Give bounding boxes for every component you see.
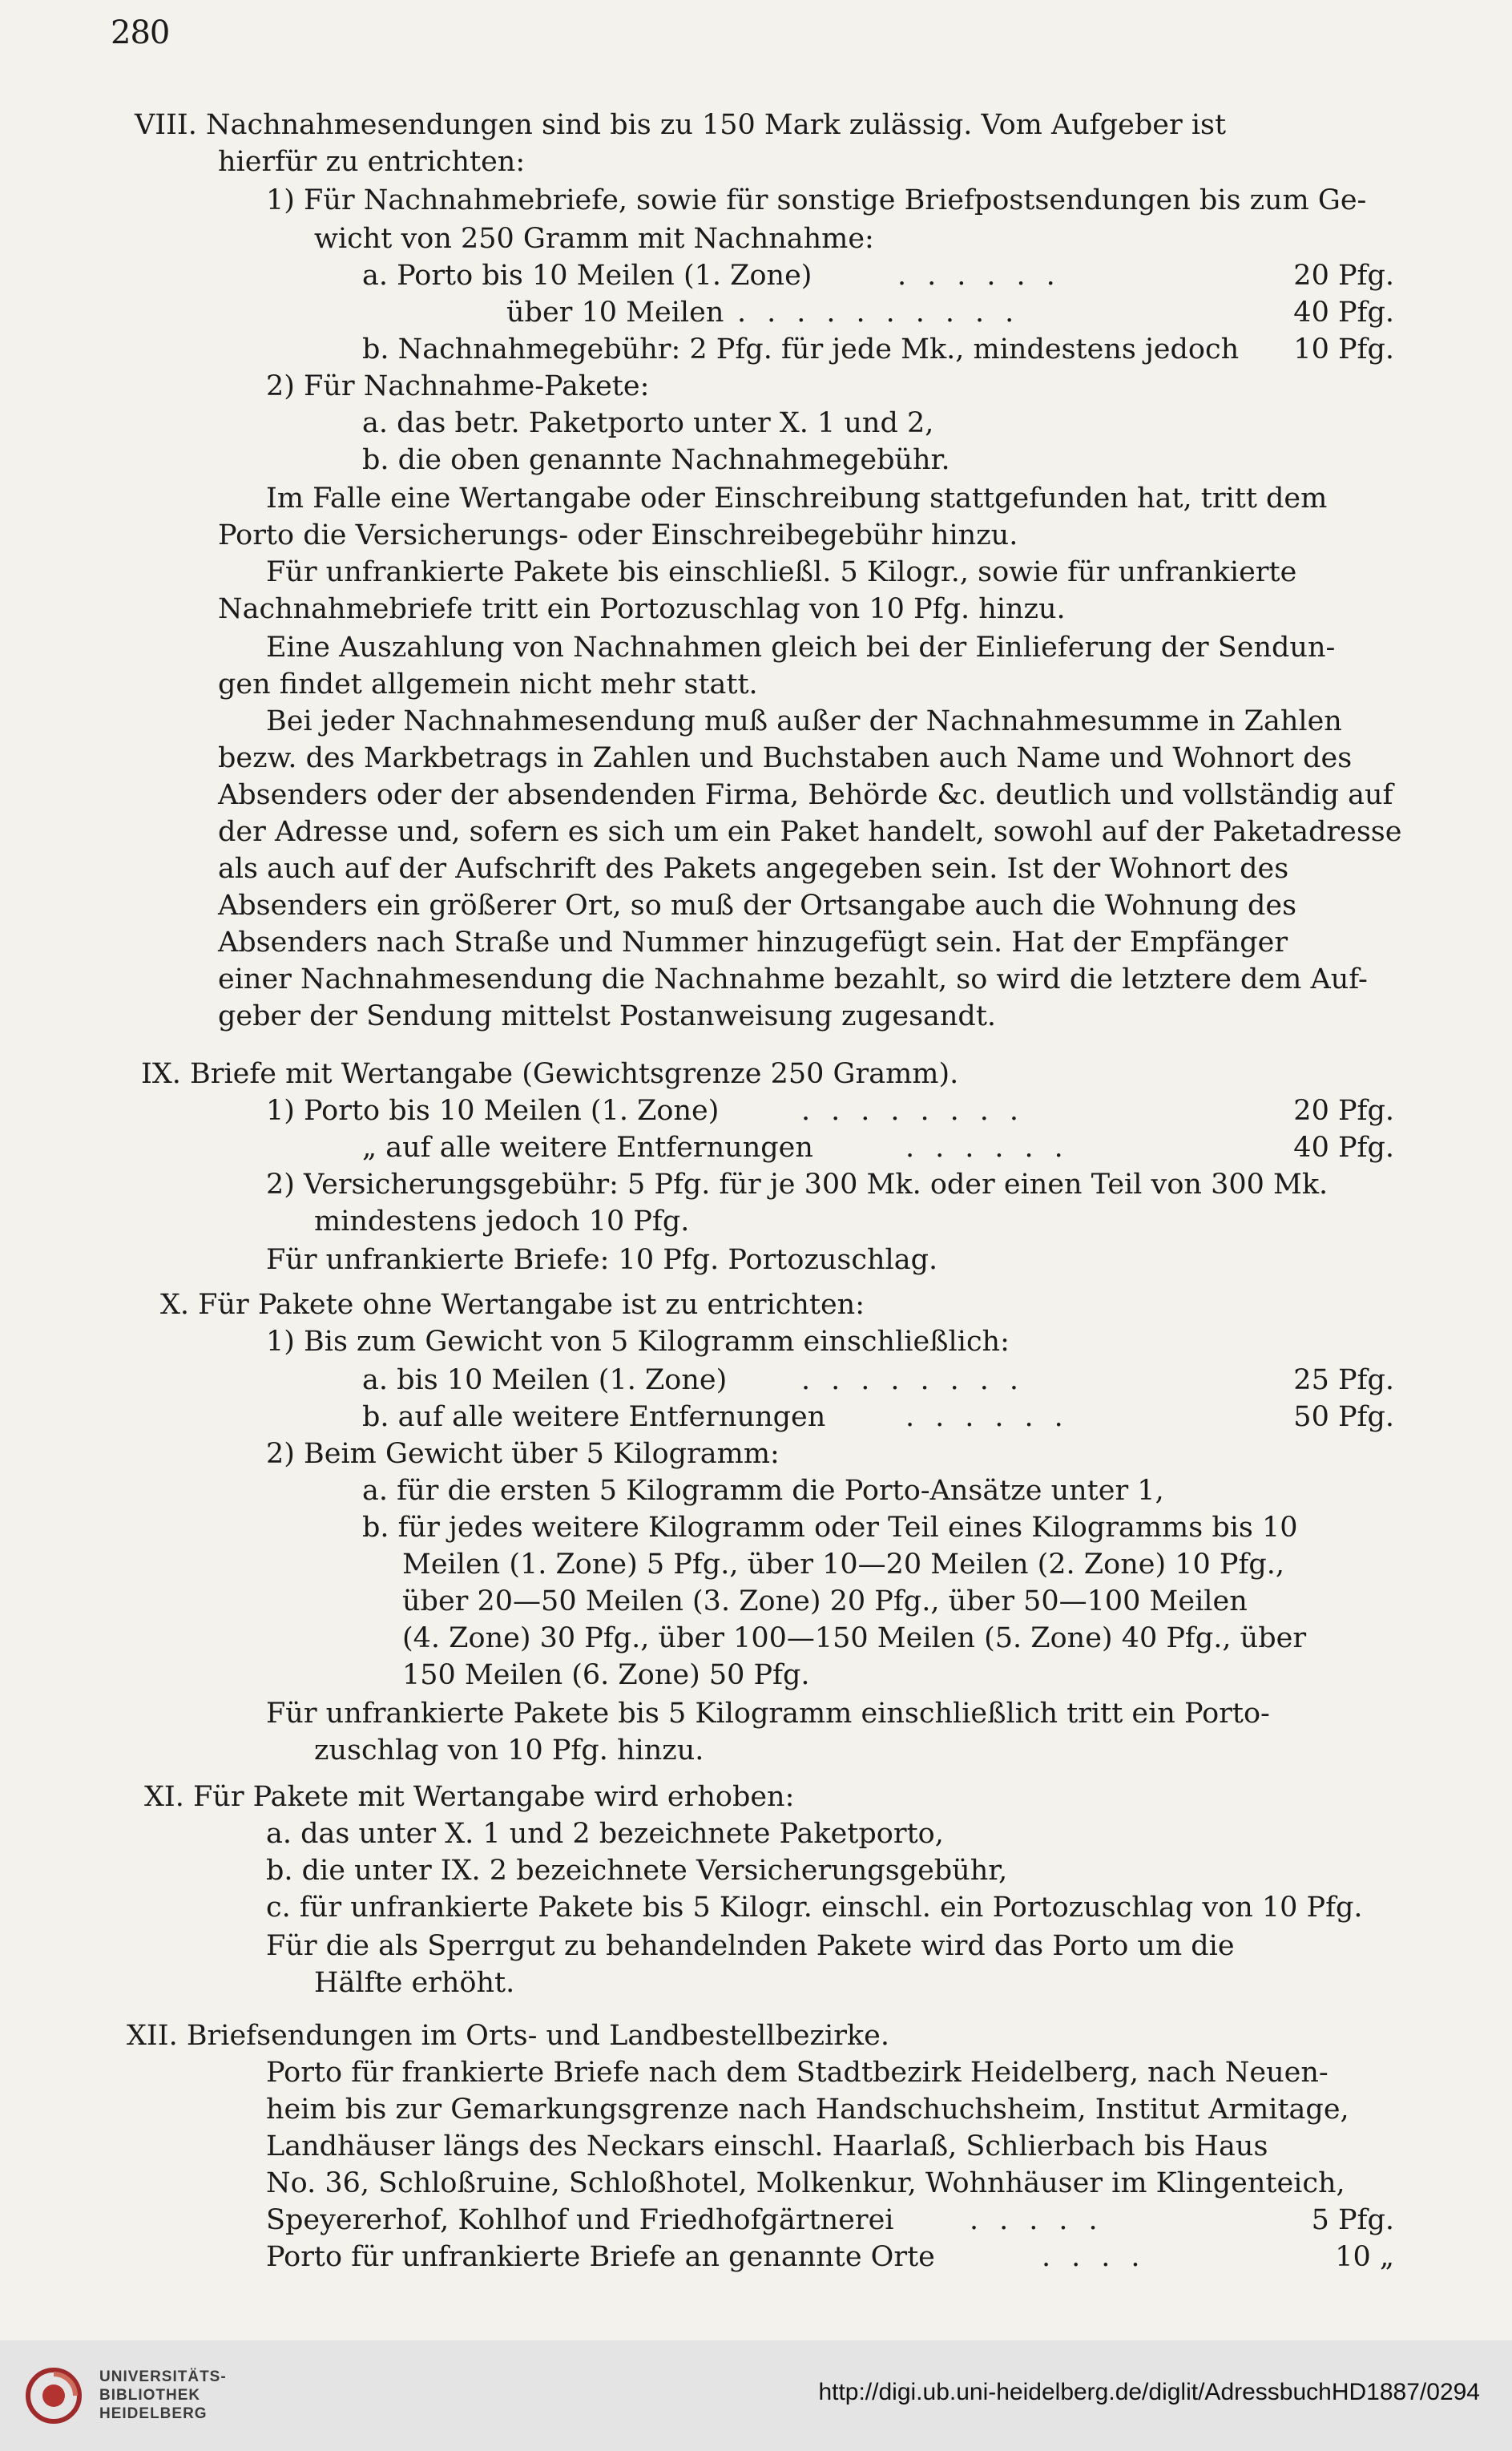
text-line: b. Nachnahmegebühr: 2 Pfg. für jede Mk., mindestens jedoch <box>362 333 1240 365</box>
text-line: 150 Meilen (6. Zone) 50 Pfg. <box>402 1659 810 1691</box>
section-xi-heading: XI. Für Pakete mit Wertangabe wird erhoben: <box>144 1781 795 1813</box>
library-name <box>99 2368 227 2423</box>
text-line: 1) Für Nachnahmebriefe, sowie für sonstige Briefpostsendungen bis zum Ge- <box>266 184 1367 216</box>
text-line: c. für unfrankierte Pakete bis 5 Kilogr. einschl. ein Portozuschlag von 10 Pfg. <box>266 1892 1363 1924</box>
text-line: Porto für frankierte Briefe nach dem Stadtbezirk Heidelberg, nach Neuen- <box>266 2057 1329 2089</box>
leader-dots: ........ <box>801 1364 1040 1396</box>
text-line: Für unfrankierte Pakete bis einschließl. 5 Kilogr., sowie für unfrankierte <box>266 556 1297 588</box>
text-line: mindestens jedoch 10 Pfg. <box>314 1205 690 1238</box>
section-xii-heading: XII. Briefsendungen im Orts- und Landbestellbezirke. <box>127 2020 889 2052</box>
library-name-line: HEIDELBERG <box>99 2405 208 2422</box>
library-name-line: BIBLIOTHEK <box>99 2387 201 2404</box>
text-line: 1) Bis zum Gewicht von 5 Kilogramm einschließlich: <box>266 1326 1010 1358</box>
text-line: Nachnahmebriefe tritt ein Portozuschlag von 10 Pfg. hinzu. <box>218 593 1066 625</box>
text-line: hierfür zu entrichten: <box>218 146 526 178</box>
text-line: bezw. des Markbetrags in Zahlen und Buchstaben auch Name und Wohnort des <box>218 742 1353 774</box>
text-line: Eine Auszahlung von Nachnahmen gleich bei der Einlieferung der Sendun- <box>266 632 1336 664</box>
leader-dots: ...... <box>897 260 1076 292</box>
text-line: Porto die Versicherungs- oder Einschreibegebühr hinzu. <box>218 519 1018 551</box>
text-line: No. 36, Schloßruine, Schloßhotel, Molkenkur, Wohnhäuser im Klingenteich, <box>266 2167 1345 2199</box>
source-url-link[interactable]: http://digi.ub.uni-heidelberg.de/diglit/AdressbuchHD1887/0294 <box>818 2379 1480 2405</box>
text-line: a. bis 10 Meilen (1. Zone) <box>362 1364 728 1396</box>
text-line: über 20—50 Meilen (3. Zone) 20 Pfg., über 50—100 Meilen <box>402 1585 1248 1617</box>
text-line: über 10 Meilen <box>506 297 724 329</box>
text-line: Für unfrankierte Briefe: 10 Pfg. Portozuschlag. <box>266 1244 938 1276</box>
leader-dots: ...... <box>905 1132 1084 1164</box>
text-line: 2) Für Nachnahme-Pakete: <box>266 370 650 402</box>
text-line: Landhäuser längs des Neckars einschl. Haarlaß, Schlierbach bis Haus <box>266 2130 1268 2162</box>
text-line: Für die als Sperrgut zu behandelnden Pakete wird das Porto um die <box>266 1930 1235 1962</box>
price-value: 50 Pfg. <box>1293 1401 1394 1433</box>
text-line: wicht von 250 Gramm mit Nachnahme: <box>314 223 874 255</box>
text-line: Absenders ein größerer Ort, so muß der Ortsangabe auch die Wohnung des <box>218 890 1297 922</box>
text-line: Hälfte erhöht. <box>314 1967 515 1999</box>
text-line: gen findet allgemein nicht mehr statt. <box>218 668 758 701</box>
text-line: b. die oben genannte Nachnahmegebühr. <box>362 444 950 476</box>
text-line: a. Porto bis 10 Meilen (1. Zone) <box>362 260 812 292</box>
page-number: 280 <box>111 14 170 51</box>
text-line: b. für jedes weitere Kilogramm oder Teil eines Kilogramms bis 10 <box>362 1512 1298 1544</box>
library-name-line: UNIVERSITÄTS- <box>99 2368 227 2385</box>
text-line: b. auf alle weitere Entfernungen <box>362 1401 826 1433</box>
text-line: zuschlag von 10 Pfg. hinzu. <box>314 1734 704 1767</box>
price-value: 20 Pfg. <box>1293 260 1394 292</box>
text-line: Absenders nach Straße und Nummer hinzugefügt sein. Hat der Empfänger <box>218 927 1288 959</box>
text-line: Im Falle eine Wertangabe oder Einschreibung stattgefunden hat, tritt dem <box>266 483 1328 515</box>
section-viii-heading: VIII. Nachnahmesendungen sind bis zu 150 Mark zulässig. Vom Aufgeber ist <box>135 109 1227 141</box>
text-line: geber der Sendung mittelst Postanweisung zugesandt. <box>218 1000 997 1032</box>
text-line: Bei jeder Nachnahmesendung muß außer der Nachnahmesumme in Zahlen <box>266 705 1342 737</box>
text-line: als auch auf der Aufschrift des Pakets angegeben sein. Ist der Wohnort des <box>218 853 1289 885</box>
leader-dots: ..... <box>970 2204 1119 2236</box>
text-line: 2) Beim Gewicht über 5 Kilogramm: <box>266 1438 780 1470</box>
price-value: 40 Pfg. <box>1293 1132 1394 1164</box>
text-line: 2) Versicherungsgebühr: 5 Pfg. für je 300 Mk. oder einen Teil von 300 Mk. <box>266 1169 1329 1201</box>
section-ix-heading: IX. Briefe mit Wertangabe (Gewichtsgrenze 250 Gramm). <box>141 1058 959 1090</box>
text-line: einer Nachnahmesendung die Nachnahme bezahlt, so wird die letztere dem Auf- <box>218 963 1368 995</box>
text-line: Meilen (1. Zone) 5 Pfg., über 10—20 Meilen (2. Zone) 10 Pfg., <box>402 1549 1285 1581</box>
text-line: a. für die ersten 5 Kilogramm die Porto-Ansätze unter 1, <box>362 1475 1164 1507</box>
text-line: „ auf alle weitere Entfernungen <box>362 1132 813 1164</box>
text-line: Absenders oder der absendenden Firma, Behörde &c. deutlich und vollständig auf <box>218 779 1393 811</box>
text-line: a. das unter X. 1 und 2 bezeichnete Paketporto, <box>266 1818 944 1850</box>
text-line: heim bis zur Gemarkungsgrenze nach Handschuchsheim, Institut Armitage, <box>266 2094 1349 2126</box>
leader-dots: ........ <box>801 1095 1040 1127</box>
text-line: Für unfrankierte Pakete bis 5 Kilogramm einschließlich tritt ein Porto- <box>266 1698 1270 1730</box>
text-line: der Adresse und, sofern es sich um ein Paket handelt, sowohl auf der Paketadresse <box>218 816 1402 848</box>
text-line: Speyererhof, Kohlhof und Friedhofgärtnerei <box>266 2204 894 2236</box>
text-line: Porto für unfrankierte Briefe an genannte Orte <box>266 2241 935 2273</box>
text-line: 1) Porto bis 10 Meilen (1. Zone) <box>266 1095 720 1127</box>
digitization-footer <box>0 2340 1512 2451</box>
price-value: 10 Pfg. <box>1293 333 1394 365</box>
leader-dots: ...... <box>905 1401 1084 1433</box>
text-line: a. das betr. Paketporto unter X. 1 und 2, <box>362 407 934 439</box>
price-value: 25 Pfg. <box>1293 1364 1394 1396</box>
price-value: 10 „ <box>1335 2241 1394 2273</box>
leader-dots: .......... <box>737 297 1035 329</box>
price-value: 20 Pfg. <box>1293 1095 1394 1127</box>
text-line: (4. Zone) 30 Pfg., über 100—150 Meilen (5. Zone) 40 Pfg., über <box>402 1622 1307 1654</box>
section-x-heading: X. Für Pakete ohne Wertangabe ist zu entrichten: <box>160 1289 865 1321</box>
price-value: 5 Pfg. <box>1311 2204 1394 2236</box>
leader-dots: .... <box>1042 2241 1161 2273</box>
price-value: 40 Pfg. <box>1293 297 1394 329</box>
text-line: b. die unter IX. 2 bezeichnete Versicherungsgebühr, <box>266 1855 1008 1887</box>
university-seal-icon <box>24 2366 93 2425</box>
